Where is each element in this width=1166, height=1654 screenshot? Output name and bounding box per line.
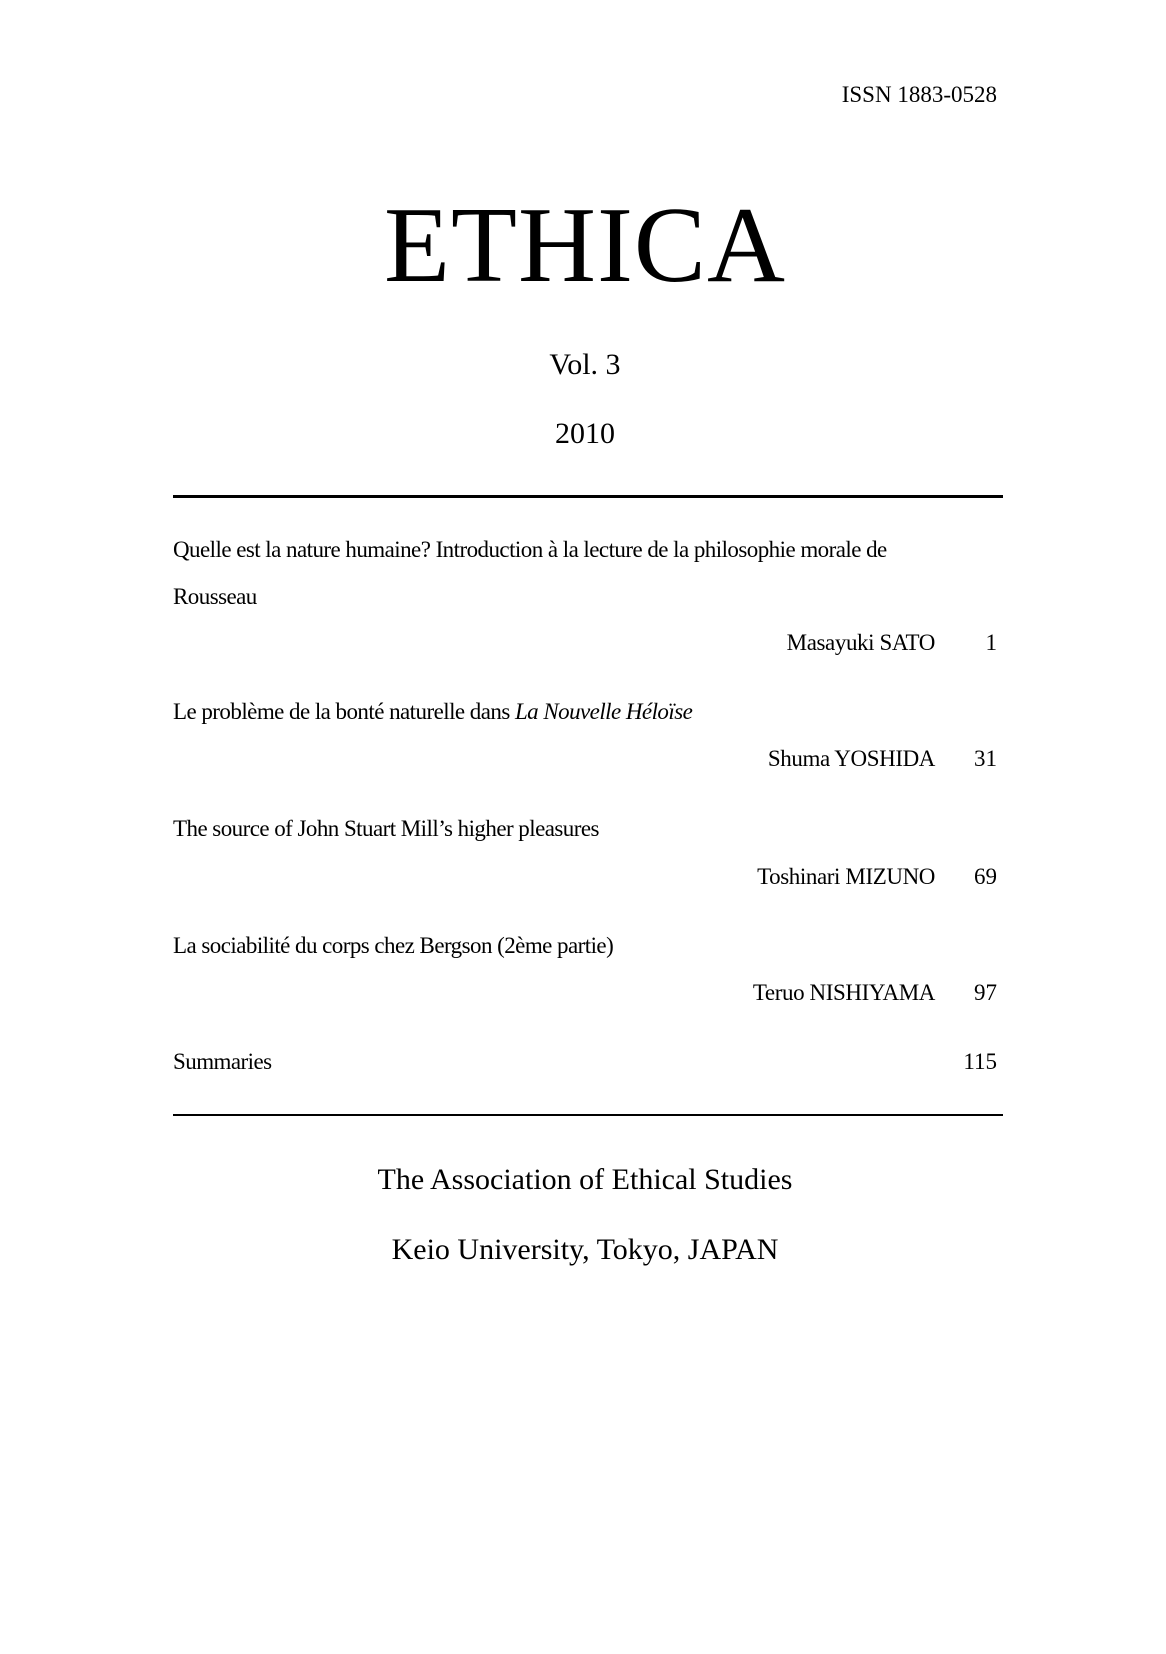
entry-3-page: 69	[974, 864, 997, 889]
entry-2-author: Shuma YOSHIDA	[767, 746, 935, 771]
entry-2-title	[173, 699, 692, 725]
summaries-page: 115	[963, 1049, 997, 1074]
journal-title: ETHICA	[384, 186, 786, 305]
bottom-divider	[173, 1114, 1003, 1116]
entry-4-author: Teruo NISHIYAMA	[752, 980, 935, 1005]
issn: ISSN 1883-0528	[841, 82, 997, 107]
entry-1-title-line2: Rousseau	[173, 584, 257, 609]
entry-3-author: Toshinari MIZUNO	[757, 864, 935, 889]
entry-2-title-prefix: Le problème de la bonté naturelle dans	[173, 699, 515, 724]
publisher-location: Keio University, Tokyo, JAPAN	[391, 1233, 779, 1266]
entry-1-page: 1	[985, 630, 997, 655]
entry-2-title-italic: La Nouvelle Héloïse	[514, 699, 693, 724]
entry-1-title-line1: Quelle est la nature humaine? Introduction à la lecture de la philosophie morale de	[173, 537, 887, 562]
publisher-name: The Association of Ethical Studies	[377, 1163, 793, 1196]
volume: Vol. 3	[549, 348, 621, 381]
entry-2-page: 31	[974, 746, 997, 771]
top-divider	[173, 495, 1003, 498]
entry-1-author: Masayuki SATO	[786, 630, 935, 655]
summaries-label: Summaries	[173, 1049, 272, 1074]
entry-3-title: The source of John Stuart Mill’s higher pleasures	[173, 816, 599, 841]
entry-4-page: 97	[974, 980, 997, 1005]
year: 2010	[555, 417, 615, 450]
entry-4-title: La sociabilité du corps chez Bergson (2ème partie)	[173, 933, 614, 958]
